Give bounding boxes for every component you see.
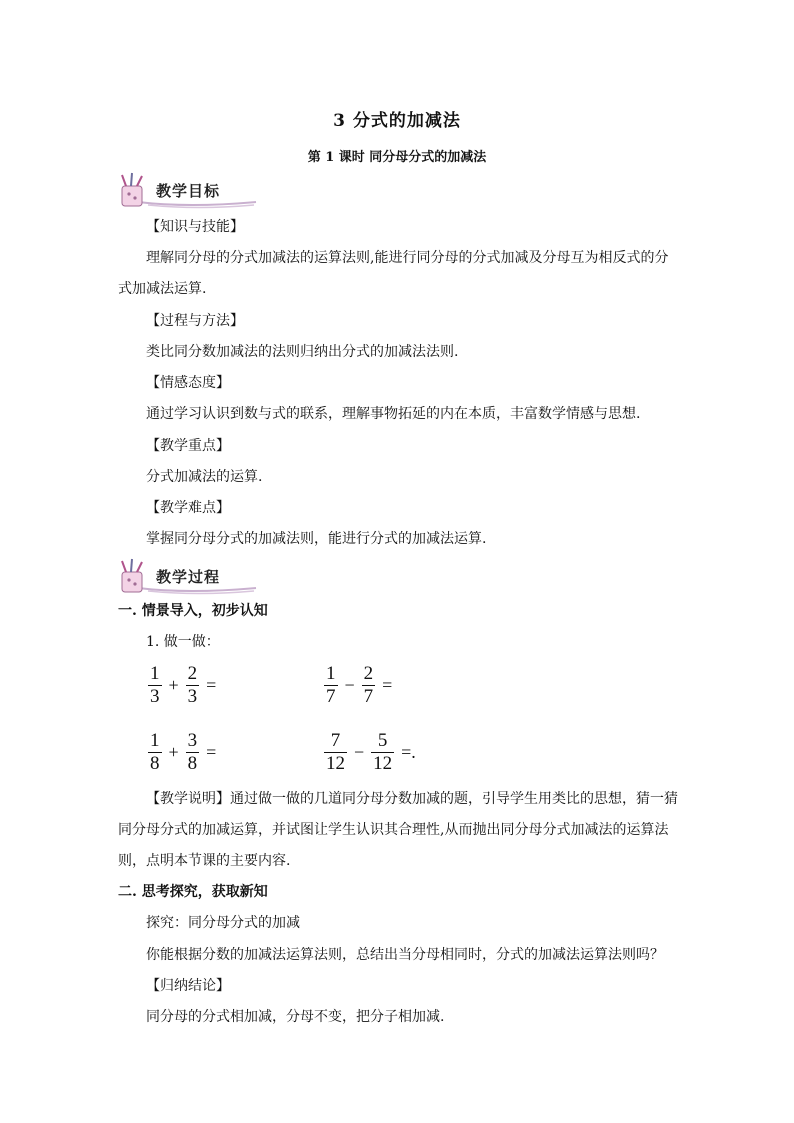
difficulty-heading: 【教学难点】 — [146, 500, 230, 516]
teaching-objectives-label: 教学目标 — [156, 182, 221, 200]
knowledge-text-line2: 式加减法运算. — [118, 281, 207, 297]
page-title: 3 分式的加减法 — [333, 111, 461, 131]
fraction: $\frac{2}{7}$ — [363, 663, 374, 707]
exercise-3 — [146, 730, 221, 775]
teaching-process-label: 教学过程 — [156, 568, 221, 586]
equals-sign: = — [206, 675, 217, 695]
emotion-text: 通过学习认识到数与式的联系，理解事物拓延的内在本质，丰富数学情感与思想. — [146, 406, 641, 422]
exercise-2 — [322, 663, 397, 708]
key-point-text: 分式加减法的运算. — [146, 469, 263, 485]
conclusion-text: 同分母的分式相加减，分母不变，把分子相加减. — [146, 1009, 445, 1025]
operator: − — [344, 675, 355, 695]
operator: − — [354, 742, 365, 762]
fraction: $\frac{7}{12}$ — [326, 730, 345, 774]
operator: + — [168, 675, 179, 695]
teaching-objectives-banner — [118, 172, 258, 210]
equals-sign: =. — [401, 742, 416, 762]
section-2-heading: 二. 思考探究，获取新知 — [118, 884, 268, 900]
difficulty-text: 掌握同分母分式的加减法则，能进行分式的加减法运算. — [146, 531, 487, 547]
fraction: $\frac{1}{3}$ — [150, 663, 160, 707]
process-method-heading: 【过程与方法】 — [146, 313, 244, 329]
conclusion-heading: 【归纳结论】 — [146, 978, 230, 994]
knowledge-text-line1: 理解同分母的分式加减法的运算法则,能进行同分母的分式加减及分母互为相反式的分 — [146, 250, 669, 266]
exercise-4 — [322, 730, 421, 775]
teaching-note-line3: 则，点明本节课的主要内容. — [118, 853, 291, 869]
key-point-heading: 【教学重点】 — [146, 438, 230, 454]
operator: + — [168, 742, 179, 762]
question-text: 你能根据分数的加减法运算法则，总结出当分母相同时，分式的加减法运算法则吗？ — [146, 947, 664, 963]
fraction: $\frac{1}{8}$ — [150, 730, 160, 774]
fraction: $\frac{3}{8}$ — [187, 730, 198, 774]
fraction: $\frac{5}{12}$ — [373, 730, 393, 774]
section-1-heading: 一. 情景导入，初步认知 — [118, 603, 268, 619]
fraction: $\frac{1}{7}$ — [326, 663, 336, 707]
equals-sign: = — [382, 675, 393, 695]
knowledge-heading: 【知识与技能】 — [146, 219, 244, 235]
lesson-subtitle: 第 1 课时 同分母分式的加减法 — [307, 150, 487, 165]
emotion-heading: 【情感态度】 — [146, 375, 230, 391]
teaching-note-line1: 【教学说明】通过做一做的几道同分母分数加减的题，引导学生用类比的思想，猜一猜 — [146, 791, 678, 807]
explore-label: 探究：同分母分式的加减 — [146, 915, 300, 931]
item-1-label: 1. 做一做： — [146, 634, 220, 650]
exercise-1 — [146, 663, 221, 708]
equals-sign: = — [206, 742, 217, 762]
process-method-text: 类比同分数加减法的法则归纳出分式的加减法法则. — [146, 344, 459, 360]
teaching-note-line2: 同分母分式的加减运算，并试图让学生认识其合理性,从而抛出同分母分式加减法的运算法 — [118, 822, 669, 838]
teaching-process-banner — [118, 558, 258, 596]
fraction: $\frac{2}{3}$ — [187, 663, 198, 707]
